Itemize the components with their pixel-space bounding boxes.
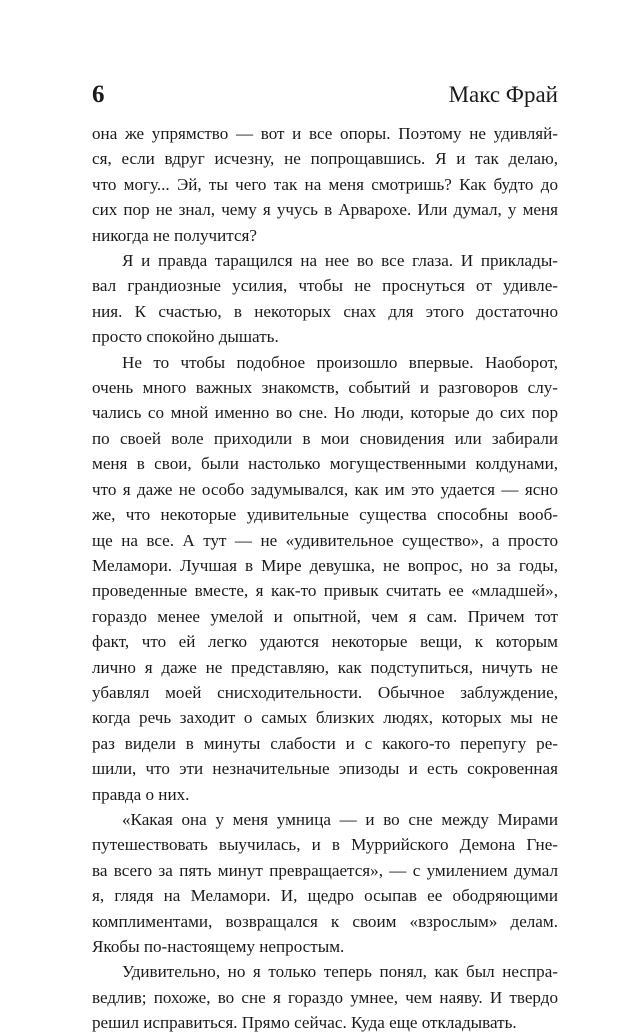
paragraph <box>92 807 558 959</box>
text-line: что могу... Эй, ты чего так на меня смотришь? Как будто до <box>92 174 558 194</box>
text-line: ся, если вдруг исчезну, не попрощавшись. Я и так делаю, <box>92 149 558 169</box>
author-name: Макс Фрай <box>448 82 558 107</box>
running-head <box>92 80 558 110</box>
text-line: сих пор не знал, чему я учусь в Арварохе. Или думал, у меня <box>92 200 558 220</box>
text-line: путешествовать выучилась, и в Муррийского Демона Гне- <box>92 835 558 855</box>
text-line: убавлял моей снисходительности. Обычное заблуждение, <box>92 682 558 702</box>
text-line: же, что некоторые удивительные существа способны вооб- <box>92 505 558 525</box>
text-line: никогда не получится? <box>92 225 258 245</box>
paragraph <box>92 248 558 350</box>
text-line: ще на все. А тут — не «удивительное существо», а просто <box>92 530 558 550</box>
text-line: комплиментами, возвращался к своим «взрослым» делам. <box>92 911 558 931</box>
text-line: «Какая она у меня умница — и во сне между Мирами <box>122 809 558 829</box>
text-line: Удивительно, но я только теперь понял, как был неспра- <box>122 962 558 982</box>
text-line: гораздо менее умелой и опытной, чем я сам. Причем тот <box>92 606 558 626</box>
text-line: проведенные вместе, я как-то привык считать ее «младшей», <box>92 581 558 601</box>
text-line: очень много важных знакомств, событий и разговоров слу- <box>92 378 558 398</box>
text-line: Я и правда таращился на нее во все глаза. И приклады- <box>122 251 558 271</box>
text-line: я, глядя на Меламори. И, щедро осыпав ее ободряющими <box>92 886 558 906</box>
text-line: ния. К счастью, в некоторых снах для этого достаточно <box>92 301 558 321</box>
text-line: шили, что эти незначительные эпизоды и есть сокровенная <box>92 759 558 779</box>
text-line: по своей воле приходили в мои сновидения или забирали <box>92 428 558 448</box>
text-line: Меламори. Лучшая в Мире девушка, не вопрос, но за годы, <box>92 555 558 575</box>
paragraph <box>92 121 558 248</box>
text-line: что я даже не особо задумывался, как им это удается — ясно <box>92 479 558 499</box>
text-line: решил исправиться. Прямо сейчас. Куда еще откладывать. <box>92 1013 517 1033</box>
text-line: меня в свои, были настолько могущественными колдунами, <box>92 454 558 474</box>
text-line: Не то чтобы подобное произошло впервые. Наоборот, <box>122 352 558 372</box>
text-line: факт, что ей легко удаются некоторые вещи, к которым <box>92 632 558 652</box>
text-line: правда о них. <box>92 784 190 804</box>
text-line: раз видели в минуты слабости и с какого-то перепугу ре- <box>92 733 558 753</box>
paragraph <box>92 959 558 1035</box>
text-line: ва всего за пять минут превращается», — с умилением думал <box>92 860 558 880</box>
text-line: вал грандиозные усилия, чтобы не проснуться от удивле- <box>92 276 558 296</box>
text-line: она же упрямство — вот и все опоры. Поэтому не удивляй- <box>92 124 558 143</box>
page-number: 6 <box>92 81 105 108</box>
text-line: лично я даже не представляю, как подступиться, ничуть не <box>92 657 558 677</box>
text-line: просто спокойно дышать. <box>92 327 279 347</box>
text-line: когда речь заходит о самых близких людях, которых мы не <box>92 708 558 728</box>
text-line: Якобы по-настоящему непростым. <box>92 937 345 956</box>
paragraph <box>92 350 558 807</box>
text-line: чались со мной именно во сне. Но люди, которые до сих пор <box>92 403 558 423</box>
text-line: ведлив; похоже, во сне я гораздо умнее, чем наяву. И твердо <box>92 987 558 1007</box>
body-text <box>92 121 558 1036</box>
